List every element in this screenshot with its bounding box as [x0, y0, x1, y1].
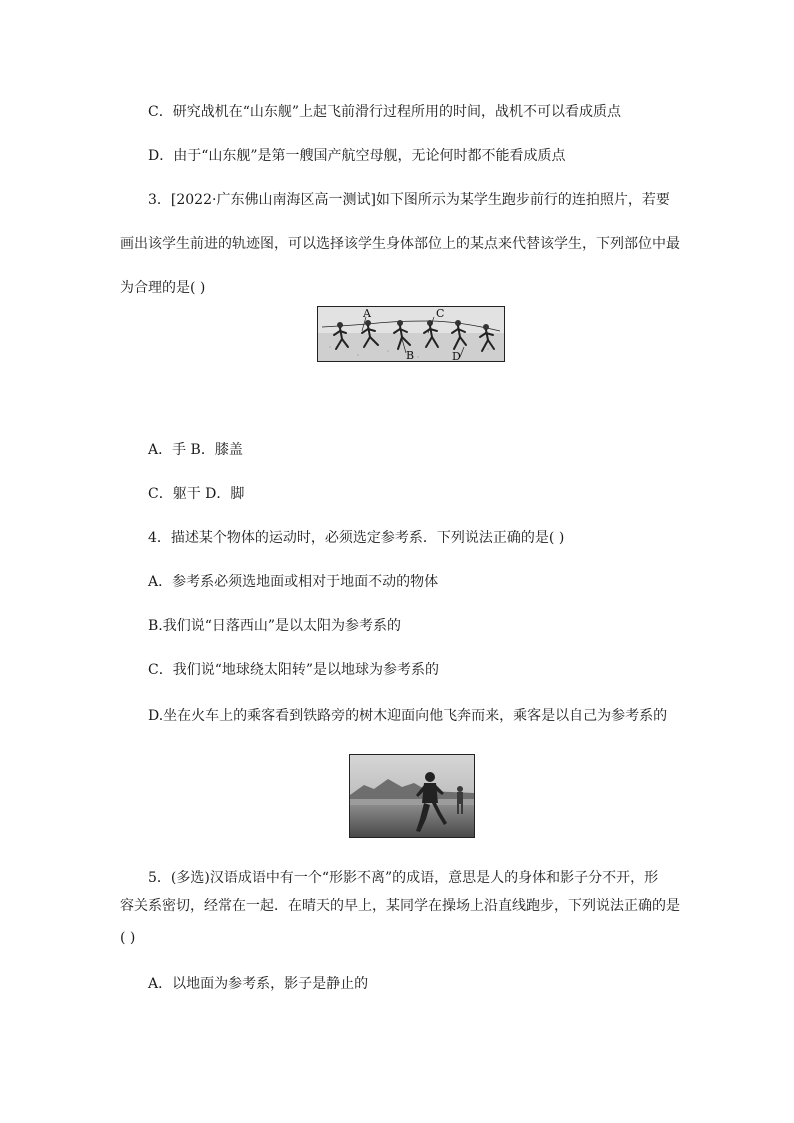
- q3-options-cd: C．躯干 D．脚: [148, 486, 245, 502]
- runner-photo: [349, 754, 475, 838]
- label-d: D: [452, 350, 461, 361]
- q5-stem-line-3: ( ): [120, 930, 136, 946]
- label-b: B: [406, 349, 415, 361]
- q3-stem-line-1: 3．[2022·广东佛山南海区高一测试]如下图所示为某学生跑步前行的连拍照片，若要: [148, 192, 670, 208]
- q5-stem-line-1: 5．(多选)汉语成语中有一个“形影不离”的成语，意思是人的身体和影子分不开，形: [148, 870, 659, 886]
- q4-option-c: C．我们说“地球绕太阳转”是以地球为参考系的: [148, 662, 440, 678]
- q2-option-c: C．研究战机在“山东舰”上起飞前滑行过程所用的时间，战机不可以看成质点: [148, 104, 622, 120]
- q4-stem: 4．描述某个物体的运动时，必须选定参考系．下列说法正确的是( ): [148, 530, 565, 546]
- q3-options-ab: A．手 B．膝盖: [148, 442, 243, 458]
- q4-option-a: A．参考系必须选地面或相对于地面不动的物体: [148, 574, 439, 590]
- running-sequence-image: [318, 307, 504, 361]
- q4-option-d: D.坐在火车上的乘客看到铁路旁的树木迎面向他飞奔而来，乘客是以自己为参考系的: [148, 708, 668, 724]
- q3-stem-line-3: 为合理的是( ): [120, 280, 206, 296]
- label-a: A: [363, 307, 371, 320]
- runner-photo-image: [350, 755, 474, 837]
- q3-stem-line-2: 画出该学生前进的轨迹图，可以选择该学生身体部位上的某点来代替该学生，下列部位中最: [120, 236, 680, 252]
- q5-option-a: A．以地面为参考系，影子是静止的: [148, 976, 369, 992]
- q2-option-d: D．由于“山东舰”是第一艘国产航空母舰，无论何时都不能看成质点: [148, 148, 566, 164]
- running-sequence-figure: [317, 306, 505, 362]
- q5-stem-line-2: 容关系密切，经常在一起．在晴天的早上，某同学在操场上沿直线跑步，下列说法正确的是: [120, 898, 680, 914]
- q4-option-b: B.我们说“日落西山”是以太阳为参考系的: [148, 618, 402, 634]
- label-c: C: [436, 307, 445, 320]
